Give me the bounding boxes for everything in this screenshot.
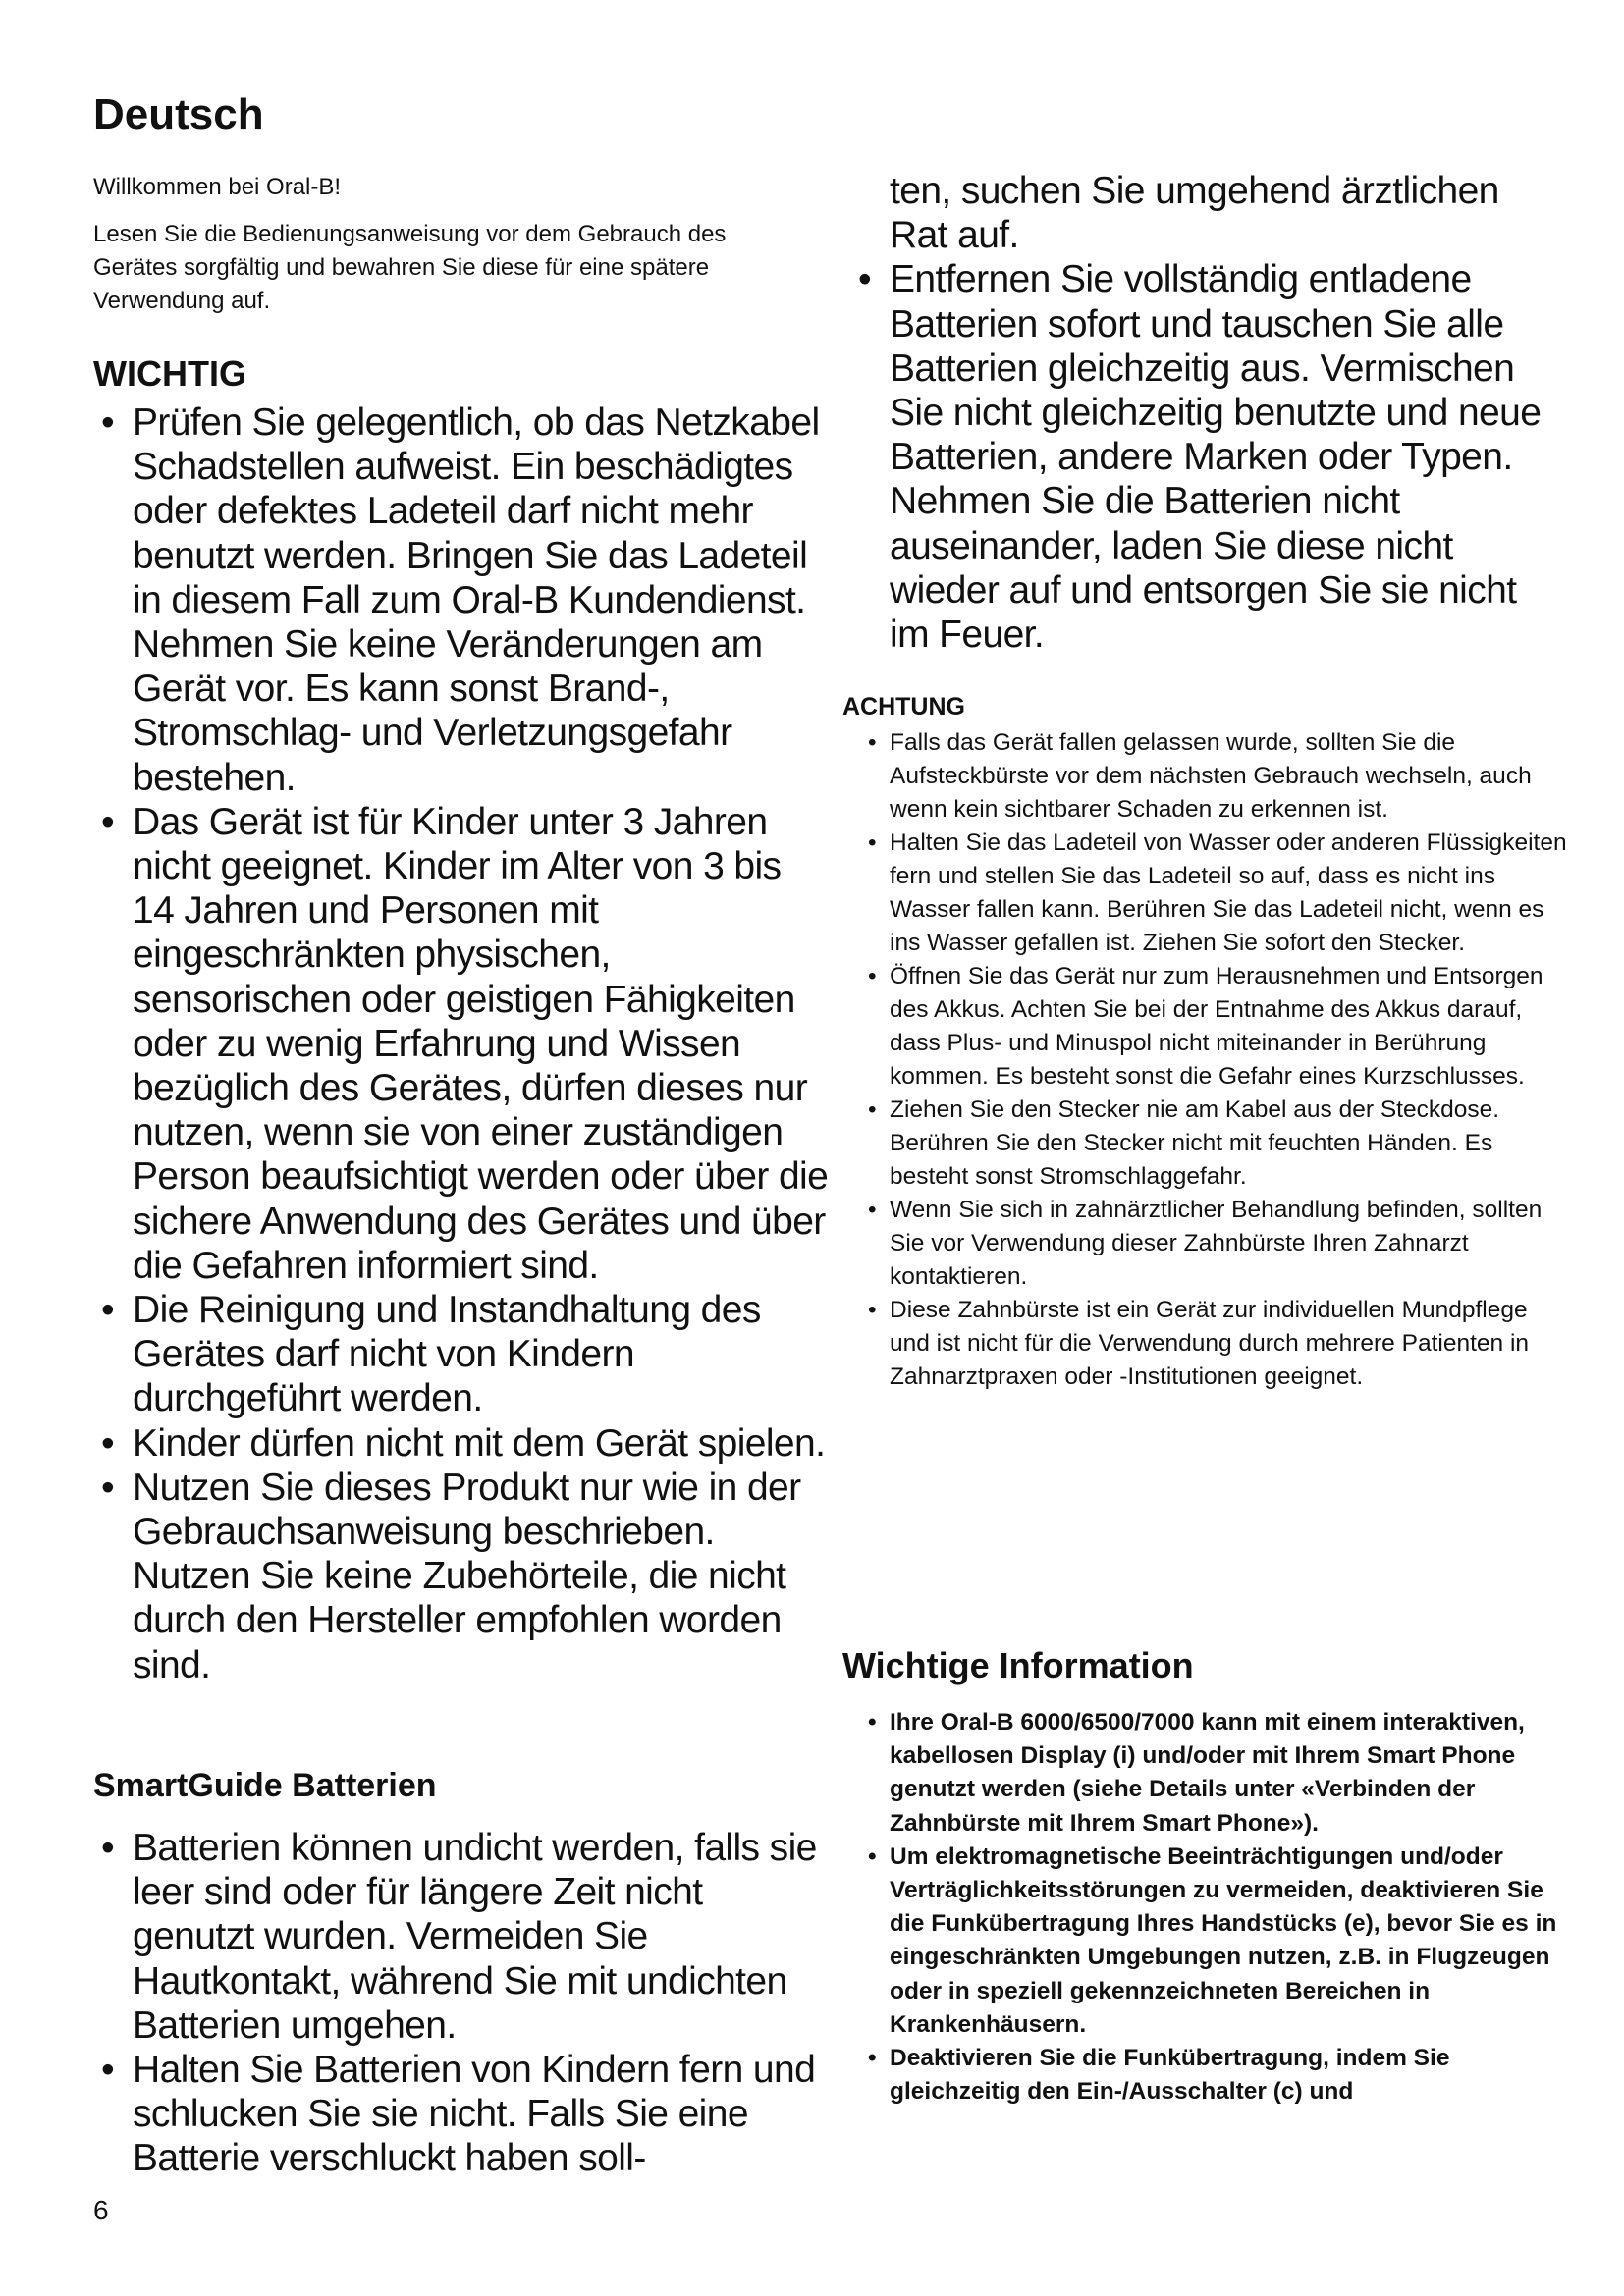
achtung-item: • Diese Zahnbürste ist ein Gerät zur individuellen Mundpflege und ist nicht für die Verwendung durch mehrere Patienten in Zahnarztpraxen oder -Institutionen geeignet. (864, 1294, 1571, 1394)
info-list (864, 1706, 1571, 2109)
wichtig-list (97, 400, 829, 1687)
wichtig-item: • Nutzen Sie dieses Produkt nur wie in der Gebrauchsanweisung beschrieben. Nutzen Sie keine Zubehörteile, die nicht durch den Hersteller empfohlen worden sind. (97, 1466, 829, 1687)
wichtig-heading: WICHTIG (93, 353, 246, 394)
page-title: Deutsch (93, 90, 264, 138)
wichtig-item: • Kinder dürfen nicht mit dem Gerät spielen. (97, 1421, 829, 1466)
smartguide-list-left (97, 1826, 829, 2181)
info-heading: Wichtige Information (842, 1645, 1194, 1685)
wichtig-item: • Die Reinigung und Instandhaltung des Gerätes darf nicht von Kindern durchgeführt werden. (97, 1288, 829, 1421)
smartguide-heading: SmartGuide Batterien (93, 1767, 437, 1804)
info-item: • Um elektromagnetische Beeinträchtigungen und/oder Verträglichkeitsstörungen zu vermeiden, deaktivieren Sie die Funkübertragung Ihres Handstücks (e), bevor Sie es in eingeschränkten Umgebungen nutzen, z.B. in Flugzeugen oder in speziell gekennzeichneten Bereichen in Krankenhäusern. (864, 1841, 1571, 2042)
smartguide-item: • Batterien können undicht werden, falls sie leer sind oder für längere Zeit nicht genutzt wurden. Vermeiden Sie Hautkontakt, während Sie mit undichten Batterien umgehen. (97, 1826, 829, 2048)
smartguide-item: • Halten Sie Batterien von Kindern fern und schlucken Sie sie nicht. Falls Sie eine Batterie verschluckt haben soll- (97, 2048, 829, 2181)
achtung-item: • Halten Sie das Ladeteil von Wasser oder anderen Flüssigkeiten fern und stellen Sie das Ladeteil so auf, dass es nicht ins Wasser fallen kann. Berühren Sie das Ladeteil nicht, wenn es ins Wasser gefallen ist. Ziehen Sie sofort den Stecker. (864, 827, 1571, 960)
wichtig-item: • Das Gerät ist für Kinder unter 3 Jahren nicht geeignet. Kinder im Alter von 3 bis 14 Jahren und Personen mit eingeschränkten physischen, sensorischen oder geistigen Fähigkeiten oder zu wenig Erfahrung und Wissen bezüglich des Gerätes, dürfen dieses nur nutzen, wenn sie von einer zuständigen Person beaufsichtigt werden oder über die sichere Anwendung des Gerätes und über die Gefahren informiert sind. (97, 800, 829, 1288)
wichtig-item: • Prüfen Sie gelegentlich, ob das Netzkabel Schadstellen aufweist. Ein beschädigtes oder defektes Ladeteil darf nicht mehr benutzt werden. Bringen Sie das Ladeteil in diesem Fall zum Oral-B Kundendienst. Nehmen Sie keine Veränderungen am Gerät vor. Es kann sonst Brand-, Stromschlag- und Verletzungsgefahr bestehen. (97, 400, 829, 800)
smartguide-item-continued: ten, suchen Sie umgehend ärztlichen Rat auf. (890, 170, 1499, 257)
intro-text: Lesen Sie die Bedienungsanweisung vor dem Gebrauch des Gerätes sorgfältig und bewahren Sie diese für eine spätere Verwendung auf. (93, 221, 727, 314)
achtung-list (864, 726, 1571, 1394)
achtung-item: • Wenn Sie sich in zahnärztlicher Behandlung befinden, sollten Sie vor Verwendung dieser Zahnbürste Ihren Zahnarzt kontaktieren. (864, 1194, 1571, 1294)
achtung-item: • Ziehen Sie den Stecker nie am Kabel aus der Steckdose. Berühren Sie den Stecker nicht mit feuchten Händen. Es besteht sonst Stromschlaggefahr. (864, 1094, 1571, 1194)
page-number: 6 (93, 2195, 109, 2225)
smartguide-list-right (854, 169, 1542, 657)
welcome-text: Willkommen bei Oral-B! (93, 174, 342, 200)
achtung-item: • Öffnen Sie das Gerät nur zum Herausnehmen und Entsorgen des Akkus. Achten Sie bei der Entnahme des Akkus darauf, dass Plus- und Minuspol nicht miteinander in Berührung kommen. Es besteht sonst die Gefahr eines Kurzschlusses. (864, 960, 1571, 1094)
info-item: • Deaktivieren Sie die Funkübertragung, indem Sie gleichzeitig den Ein-/Ausschalter (c) und (864, 2042, 1571, 2109)
achtung-heading: ACHTUNG (842, 693, 965, 721)
achtung-item: • Falls das Gerät fallen gelassen wurde, sollten Sie die Aufsteckbürste vor dem nächsten Gebrauch wechseln, auch wenn kein sichtbarer Schaden zu erkennen ist. (864, 726, 1571, 827)
info-item: • Ihre Oral-B 6000/6500/7000 kann mit einem interaktiven, kabellosen Display (i) und/oder mit Ihrem Smart Phone genutzt werden (siehe Details unter «Verbinden der Zahnbürste mit Ihrem Smart Phone»). (864, 1706, 1571, 1841)
smartguide-item: • Entfernen Sie vollständig entladene Batterien sofort und tauschen Sie alle Batterien gleichzeitig aus. Vermischen Sie nicht gleichzeitig benutzte und neue Batterien, andere Marken oder Typen. Nehmen Sie die Batterien nicht auseinander, laden Sie diese nicht wieder auf und entsorgen Sie sie nicht im Feuer. (854, 257, 1542, 657)
